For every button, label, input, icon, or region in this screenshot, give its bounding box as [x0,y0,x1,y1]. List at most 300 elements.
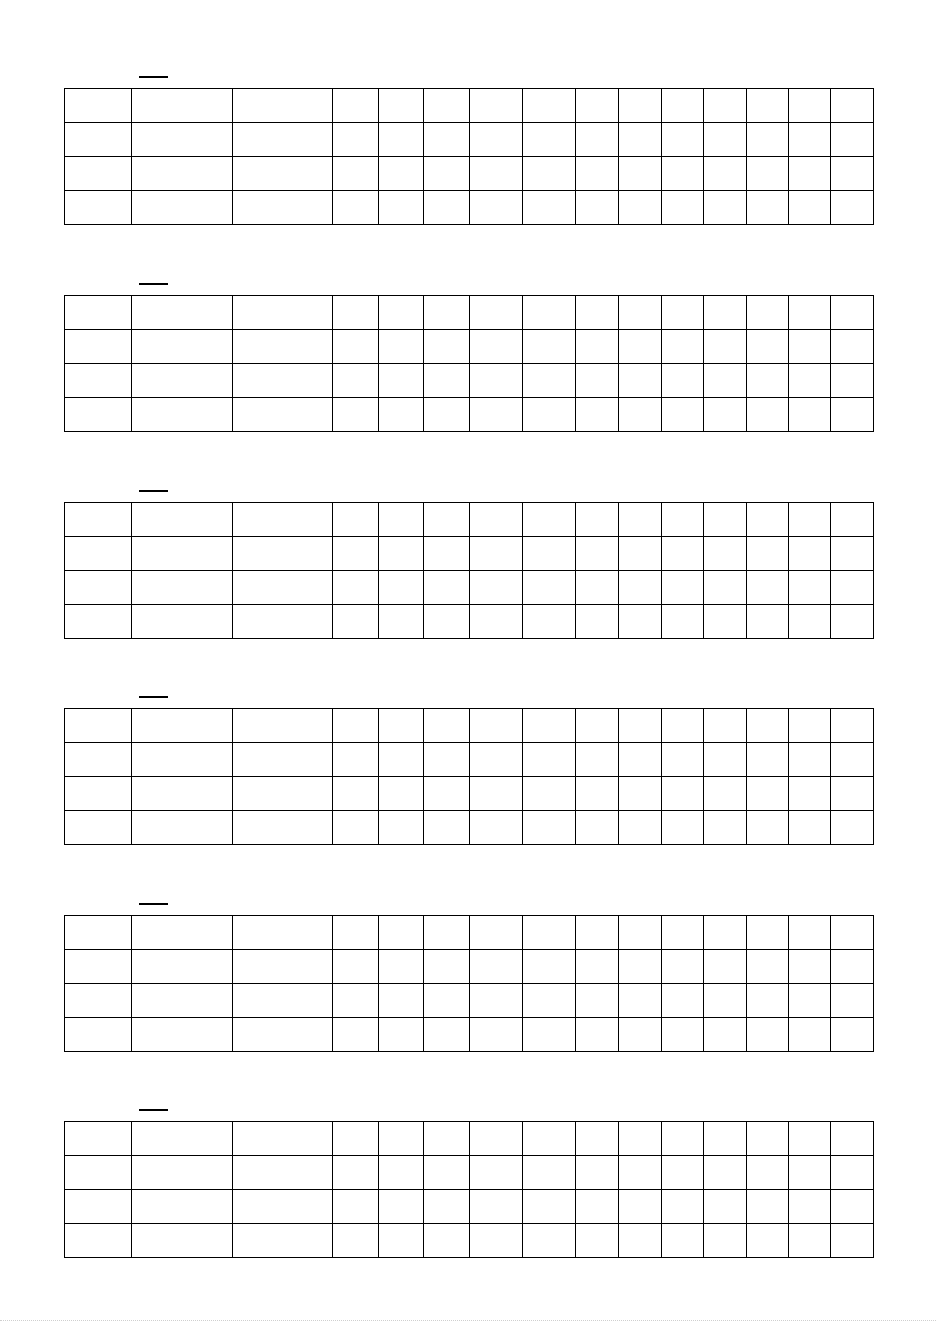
table-cell [470,398,523,432]
table-cell [704,605,747,639]
table-cell [379,503,424,537]
table-cell [831,398,874,432]
table-cell [379,296,424,330]
table-cell [662,364,704,398]
table-cell [619,503,662,537]
table-cell [576,1224,619,1258]
blank-grid-table [64,708,874,845]
table-cell [662,1224,704,1258]
table-cell [704,123,747,157]
table-cell [789,777,831,811]
table-row [65,777,874,811]
table-cell [65,1156,132,1190]
table-row [65,89,874,123]
table-cell [747,777,789,811]
table-cell [132,605,233,639]
table-cell [747,811,789,845]
table-cell [831,157,874,191]
table-cell [619,916,662,950]
table-cell [576,537,619,571]
table-cell [747,984,789,1018]
table-cell [831,364,874,398]
table-cell [619,950,662,984]
table-cell [470,1122,523,1156]
table-cell [132,1190,233,1224]
table-cell [424,916,470,950]
table-cell [379,157,424,191]
table-cell [831,123,874,157]
table-cell [333,571,379,605]
table-cell [470,950,523,984]
table-cell [662,191,704,225]
table-cell [789,89,831,123]
table-cell [233,157,333,191]
table-cell [65,916,132,950]
table-cell [379,1224,424,1258]
table-cell [470,89,523,123]
table-cell [424,605,470,639]
table-cell [65,503,132,537]
table-cell [747,123,789,157]
table-cell [424,330,470,364]
table-cell [424,1156,470,1190]
table-cell [379,123,424,157]
table-cell [65,123,132,157]
table-cell [789,984,831,1018]
table-cell [576,330,619,364]
table-cell [704,709,747,743]
table-cell [379,364,424,398]
table-cell [523,605,576,639]
table-cell [576,503,619,537]
table-cell [333,1224,379,1258]
table-cell [65,364,132,398]
blank-grid-table [64,502,874,639]
table-cell [132,191,233,225]
table-cell [65,811,132,845]
table-cell [333,916,379,950]
table-cell [576,89,619,123]
table-cell [747,1122,789,1156]
table-cell [470,811,523,845]
table-cell [619,709,662,743]
table-cell [132,537,233,571]
table-cell [619,743,662,777]
table-cell [132,984,233,1018]
table-cell [523,296,576,330]
table-cell [333,398,379,432]
table-cell [379,1190,424,1224]
table-cell [831,330,874,364]
table-cell [789,1224,831,1258]
table-cell [831,191,874,225]
table-cell [470,330,523,364]
table-cell [704,1156,747,1190]
table-cell [424,709,470,743]
table-title-underline [139,696,168,698]
table-cell [379,811,424,845]
table-cell [424,537,470,571]
table-cell [233,398,333,432]
table-cell [662,571,704,605]
table-cell [747,157,789,191]
table-row [65,1190,874,1224]
table-cell [576,398,619,432]
table-cell [831,571,874,605]
table-cell [576,811,619,845]
table-cell [379,743,424,777]
table-cell [619,398,662,432]
table-row [65,950,874,984]
table-cell [379,1122,424,1156]
table-cell [576,709,619,743]
table-cell [333,1018,379,1052]
table-cell [831,950,874,984]
table-cell [233,89,333,123]
table-cell [789,743,831,777]
table-cell [65,157,132,191]
table-cell [576,123,619,157]
table-cell [704,330,747,364]
table-cell [789,398,831,432]
table-cell [470,916,523,950]
table-row [65,157,874,191]
table-cell [704,777,747,811]
table-cell [523,537,576,571]
table-cell [704,157,747,191]
table-cell [789,709,831,743]
table-cell [233,1190,333,1224]
table-cell [747,537,789,571]
table-cell [470,157,523,191]
table-cell [662,537,704,571]
table-cell [132,398,233,432]
table-cell [65,605,132,639]
table-cell [619,330,662,364]
table-cell [65,1122,132,1156]
table-cell [662,1018,704,1052]
table-cell [65,89,132,123]
table-cell [523,364,576,398]
table-row [65,571,874,605]
table-cell [233,1018,333,1052]
table-cell [470,503,523,537]
table-cell [704,916,747,950]
table-cell [379,605,424,639]
table-cell [379,330,424,364]
table-cell [65,984,132,1018]
table-cell [831,296,874,330]
table-cell [619,296,662,330]
table-cell [233,984,333,1018]
table-cell [65,777,132,811]
table-cell [470,571,523,605]
table-row [65,1018,874,1052]
table-cell [523,709,576,743]
table-cell [576,777,619,811]
table-cell [831,537,874,571]
table-cell [704,950,747,984]
table-row [65,984,874,1018]
table-row [65,191,874,225]
table-cell [379,537,424,571]
table-cell [132,296,233,330]
blank-grid-table [64,1121,874,1258]
table-cell [662,916,704,950]
table-cell [65,1018,132,1052]
table-cell [523,743,576,777]
table-cell [789,811,831,845]
table-cell [333,950,379,984]
table-cell [424,296,470,330]
table-row [65,537,874,571]
table-cell [831,1190,874,1224]
table-cell [333,503,379,537]
table-cell [747,191,789,225]
table-cell [662,398,704,432]
table-cell [470,1190,523,1224]
table-cell [333,709,379,743]
table-cell [523,777,576,811]
table-cell [662,1190,704,1224]
table-cell [747,330,789,364]
table-cell [747,1156,789,1190]
table-cell [704,1224,747,1258]
table-cell [789,916,831,950]
table-cell [523,1224,576,1258]
table-cell [831,709,874,743]
table-cell [424,398,470,432]
table-cell [379,709,424,743]
table-cell [424,743,470,777]
table-cell [523,123,576,157]
table-cell [523,1018,576,1052]
table-cell [379,777,424,811]
table-cell [704,296,747,330]
table-cell [619,1190,662,1224]
table-cell [747,1190,789,1224]
table-cell [831,916,874,950]
table-row [65,1122,874,1156]
table-cell [233,571,333,605]
table-cell [65,709,132,743]
table-cell [233,950,333,984]
table-cell [333,123,379,157]
table-cell [470,709,523,743]
table-cell [379,984,424,1018]
table-cell [65,537,132,571]
table-row [65,916,874,950]
table-cell [65,1224,132,1258]
table-cell [789,123,831,157]
table-cell [233,1224,333,1258]
table-cell [662,296,704,330]
table-cell [747,503,789,537]
table-cell [333,811,379,845]
table-cell [65,743,132,777]
table-cell [379,191,424,225]
table-cell [424,157,470,191]
table-cell [424,984,470,1018]
table-cell [65,398,132,432]
table-cell [831,984,874,1018]
table-cell [789,1018,831,1052]
table-cell [132,1122,233,1156]
table-cell [619,984,662,1018]
table-cell [132,777,233,811]
table-cell [523,1156,576,1190]
table-cell [704,503,747,537]
table-cell [662,709,704,743]
table-row [65,743,874,777]
table-cell [662,950,704,984]
table-cell [333,984,379,1018]
table-cell [65,330,132,364]
table-cell [619,1224,662,1258]
table-cell [789,950,831,984]
table-cell [662,1122,704,1156]
table-cell [333,330,379,364]
table-cell [619,777,662,811]
table-cell [704,984,747,1018]
table-cell [789,330,831,364]
table-cell [424,364,470,398]
table-cell [576,950,619,984]
table-cell [233,1122,333,1156]
table-cell [619,605,662,639]
table-cell [523,984,576,1018]
table-cell [333,605,379,639]
table-cell [747,1018,789,1052]
table-cell [379,398,424,432]
table-cell [523,1190,576,1224]
table-cell [747,398,789,432]
table-cell [747,89,789,123]
table-cell [233,916,333,950]
table-cell [132,571,233,605]
table-cell [132,709,233,743]
table-title-underline [139,76,168,78]
table-cell [132,503,233,537]
table-cell [576,743,619,777]
table-cell [379,571,424,605]
table-cell [704,1190,747,1224]
table-row [65,1156,874,1190]
table-cell [379,1156,424,1190]
blank-grid-table [64,295,874,432]
table-cell [470,743,523,777]
table-cell [789,364,831,398]
table-cell [65,950,132,984]
table-cell [831,811,874,845]
table-cell [831,605,874,639]
table-cell [576,1190,619,1224]
table-cell [379,1018,424,1052]
table-cell [576,1156,619,1190]
table-cell [619,811,662,845]
table-cell [662,743,704,777]
table-cell [619,123,662,157]
table-cell [576,191,619,225]
table-cell [424,123,470,157]
table-cell [789,1122,831,1156]
table-cell [523,503,576,537]
table-cell [831,777,874,811]
table-cell [333,364,379,398]
table-cell [831,1122,874,1156]
table-cell [576,1018,619,1052]
table-cell [424,89,470,123]
table-cell [523,1122,576,1156]
table-cell [619,1156,662,1190]
table-cell [831,503,874,537]
table-cell [831,89,874,123]
table-cell [576,157,619,191]
table-cell [333,1122,379,1156]
table-cell [747,950,789,984]
table-cell [619,1018,662,1052]
table-cell [831,1156,874,1190]
table-cell [619,537,662,571]
table-cell [747,296,789,330]
table-cell [619,157,662,191]
table-cell [704,89,747,123]
table-cell [662,605,704,639]
table-cell [132,743,233,777]
table-cell [132,950,233,984]
table-cell [704,811,747,845]
table-cell [662,157,704,191]
table-cell [65,296,132,330]
table-cell [132,1224,233,1258]
table-cell [576,1122,619,1156]
table-cell [424,503,470,537]
table-cell [424,1018,470,1052]
table-cell [333,157,379,191]
table-cell [831,1018,874,1052]
table-cell [662,777,704,811]
table-cell [233,503,333,537]
table-cell [233,1156,333,1190]
table-cell [662,1156,704,1190]
table-cell [704,1018,747,1052]
table-cell [662,123,704,157]
table-cell [619,364,662,398]
table-row [65,811,874,845]
table-cell [470,1018,523,1052]
table-cell [576,916,619,950]
blank-grid-table [64,88,874,225]
table-cell [523,191,576,225]
table-cell [704,1122,747,1156]
table-title-underline [139,283,168,285]
table-cell [662,89,704,123]
table-cell [333,1156,379,1190]
table-cell [523,950,576,984]
table-cell [233,777,333,811]
table-row [65,123,874,157]
table-cell [470,1156,523,1190]
table-cell [233,330,333,364]
table-cell [379,950,424,984]
table-cell [132,364,233,398]
table-cell [233,537,333,571]
table-cell [470,1224,523,1258]
table-row [65,330,874,364]
table-cell [470,364,523,398]
table-cell [132,330,233,364]
table-cell [831,1224,874,1258]
